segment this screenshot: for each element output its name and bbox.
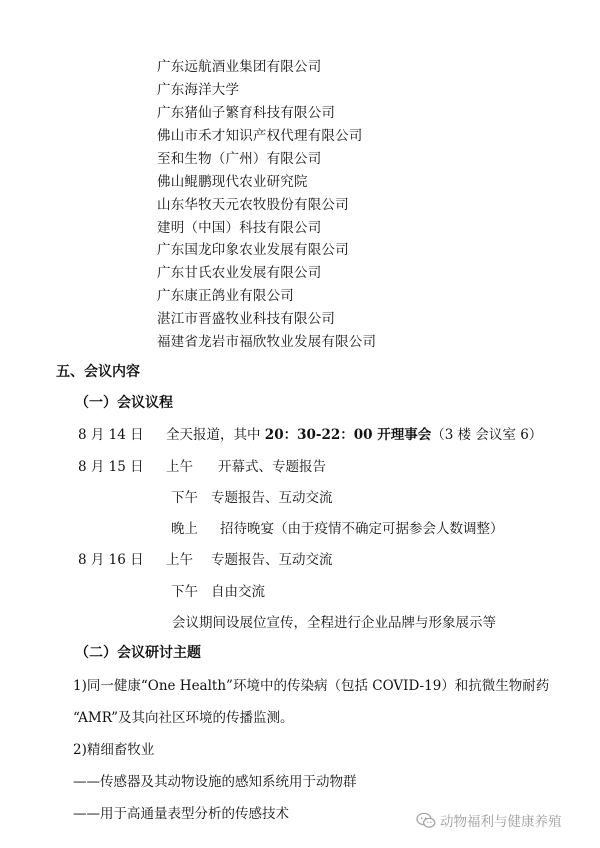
agenda-time-label: 下午 [171,490,198,506]
agenda-date: 8 月 15 日 [78,459,144,475]
agenda-time-label: 上午 [166,552,193,568]
watermark-text: 动物福利与健康养殖 [440,814,562,830]
org-list-item: 广东康正鸽业有限公司 [157,288,294,304]
watermark [416,810,562,830]
agenda-text: 专题报告、互动交流 [211,490,333,506]
topic-text: 2)精细畜牧业 [73,742,155,758]
agenda-text: 专题报告、互动交流 [211,552,333,568]
subsection-heading-topics: （二）会议研讨主题 [75,645,201,661]
agenda-text: 全天报道，其中 [166,427,265,443]
org-list-item: 广东海洋大学 [157,82,240,98]
org-list-item: 建明（中国）科技有限公司 [157,220,322,236]
org-list-item: 山东华牧天元农牧股份有限公司 [157,197,349,213]
org-list-item: 佛山市禾才知识产权代理有限公司 [157,128,363,144]
topic-subitem: ——用于高通量表型分析的传感技术 [73,806,289,822]
topic-subitem: ——传感器及其动物设施的感知系统用于动物群 [73,774,357,790]
org-list-item: 福建省龙岩市福欣牧业发展有限公司 [157,334,377,350]
agenda-date: 8 月 16 日 [78,552,144,568]
org-list-item: 广东甘氏农业发展有限公司 [157,265,322,281]
agenda-text: 自由交流 [211,584,265,600]
agenda-text: 招待晚宴（由于疫情不确定可据参会人数调整） [220,521,504,537]
agenda-text-bold: 20：30-22：00 开理事会 [264,427,432,443]
agenda-text: （3 楼 会议室 6） [431,427,543,443]
org-list-item: 佛山鲲鹏现代农业研究院 [157,174,308,190]
section-heading: 五、会议内容 [56,364,140,380]
wechat-icon [416,812,436,829]
agenda-time-label: 晚上 [171,521,198,537]
agenda-note: 会议期间设展位宣传，全程进行企业品牌与形象展示等 [172,615,496,631]
org-list-item: 广东国龙印象农业发展有限公司 [157,242,349,258]
agenda-time-label: 上午 [166,459,193,475]
org-list-item: 至和生物（广州）有限公司 [157,151,322,167]
topic-text: “AMR”及其向社区环境的传播监测。 [73,710,294,726]
agenda-date: 8 月 14 日 [78,427,144,443]
org-list-item: 湛江市晋盛牧业科技有限公司 [157,311,336,327]
subsection-heading-agenda: （一）会议议程 [75,395,173,411]
agenda-entry [166,423,542,443]
org-list-item: 广东远航酒业集团有限公司 [157,59,322,75]
topic-text: 1)同一健康“One Health”环境中的传染病（包括 COVID-19）和抗微生物耐药 [73,678,550,694]
agenda-time-label: 下午 [171,584,198,600]
org-list-item: 广东猪仙子繁育科技有限公司 [157,105,336,121]
agenda-text: 开幕式、专题报告 [218,459,326,475]
